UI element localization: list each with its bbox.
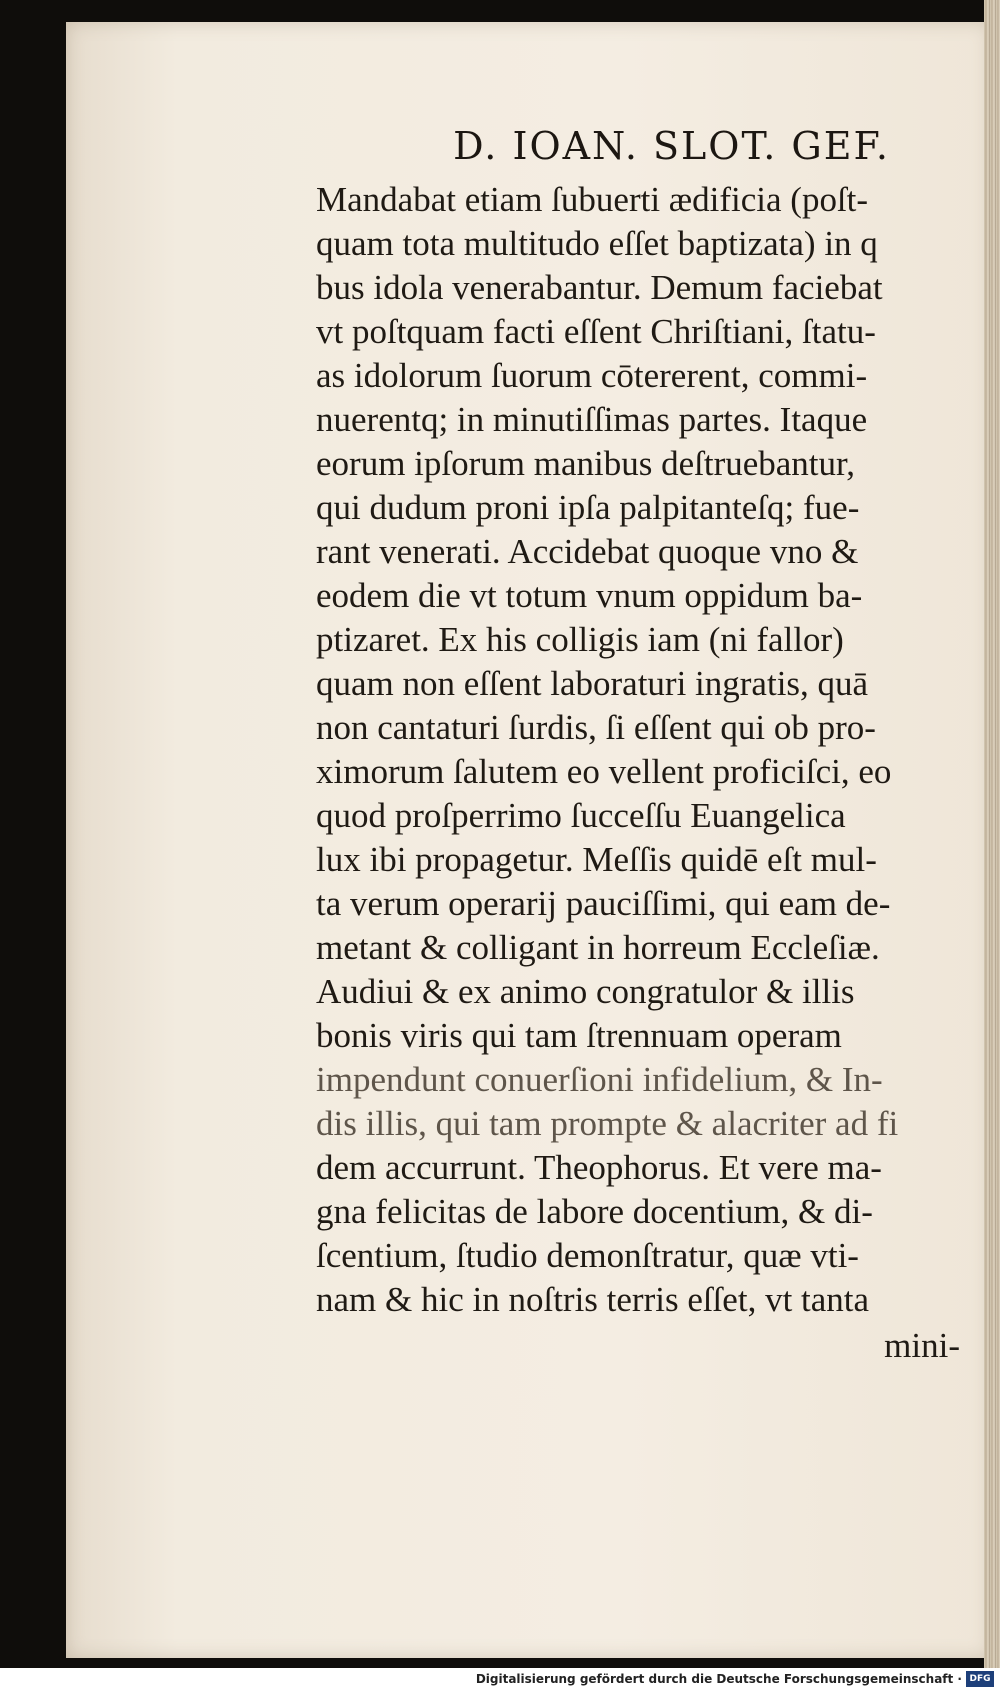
text-line: as idolorum ſuorum cōtererent, commi- bbox=[316, 356, 868, 395]
text-line: quam tota multitudo eſſet baptizata) in q bbox=[316, 224, 878, 263]
text-line: vt poſtquam facti eſſent Chriſtiani, ſtatu- bbox=[316, 312, 876, 351]
footer-bar bbox=[0, 1668, 1000, 1694]
text-line: bonis viris qui tam ſtrennuam operam bbox=[316, 1016, 842, 1055]
text-line: metant & colligant in horreum Eccleſiæ. bbox=[316, 928, 880, 967]
body-text bbox=[316, 178, 986, 1322]
text-line: ximorum ſalutem eo vellent proficiſci, eo bbox=[316, 752, 892, 791]
text-line: quam non eſſent laboraturi ingratis, quā bbox=[316, 664, 869, 703]
text-line: qui dudum proni ipſa palpitanteſq; fue- bbox=[316, 488, 860, 527]
text-line: gna felicitas de labore docentium, & di- bbox=[316, 1192, 873, 1231]
text-line: nam & hic in noſtris terris eſſet, vt tanta bbox=[316, 1280, 870, 1319]
text-line: ptizaret. Ex his colligis iam (ni fallor) bbox=[316, 620, 844, 659]
text-line: Mandabat etiam ſubuerti ædificia (poſt- bbox=[316, 180, 869, 219]
page-edges bbox=[984, 0, 1000, 1668]
text-line: rant venerati. Accidebat quoque vno & bbox=[316, 532, 859, 571]
text-line: Audiui & ex animo congratulor & illis bbox=[316, 972, 855, 1011]
text-line: lux ibi propagetur. Meſſis quidē eſt mul- bbox=[316, 840, 877, 879]
text-line: ta verum operarij pauciſſimi, qui eam de- bbox=[316, 884, 891, 923]
text-line: eorum ipſorum manibus deſtruebantur, bbox=[316, 444, 856, 483]
text-line: quod proſperrimo ſucceſſu Euangelica bbox=[316, 796, 846, 835]
running-head: D. IOAN. SLOT. GEF. bbox=[453, 124, 890, 168]
text-line: eodem die vt totum vnum oppidum ba- bbox=[316, 576, 863, 615]
text-line: bus idola venerabantur. Demum faciebat bbox=[316, 268, 883, 307]
text-line: ſcentium, ſtudio demonſtratur, quæ vti- bbox=[316, 1236, 859, 1275]
dfg-logo: DFG bbox=[966, 1671, 994, 1687]
catchword: mini- bbox=[884, 1326, 960, 1365]
text-line: dem accurrunt. Theophorus. Et vere ma- bbox=[316, 1148, 882, 1187]
text-line: non cantaturi ſurdis, ſi eſſent qui ob pro- bbox=[316, 708, 876, 747]
text-line: nuerentq; in minutiſſimas partes. Itaque bbox=[316, 400, 868, 439]
funding-credit: Digitalisierung gefördert durch die Deutsche Forschungsgemeinschaft · bbox=[475, 1672, 962, 1686]
text-line: impendunt conuerſioni infidelium, & In- bbox=[316, 1060, 883, 1099]
text-line: dis illis, qui tam prompte & alacriter ad fi bbox=[316, 1104, 899, 1143]
